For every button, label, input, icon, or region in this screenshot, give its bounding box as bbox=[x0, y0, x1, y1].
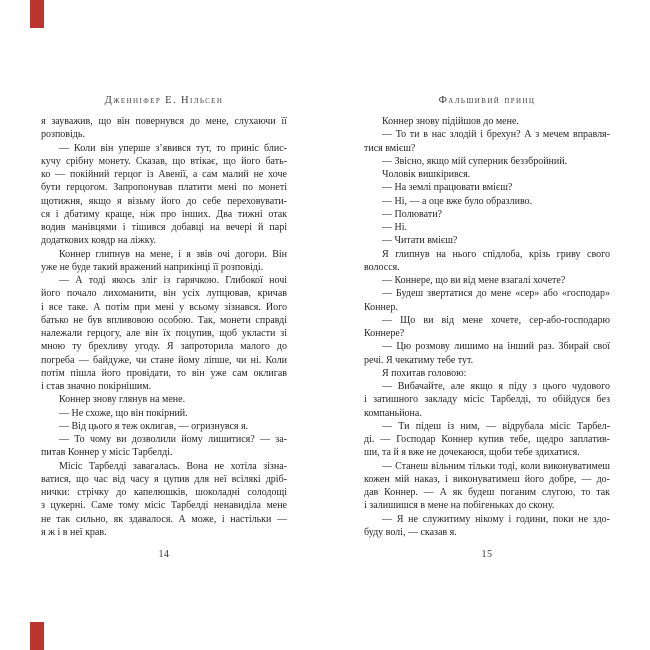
text-line: — Вибачайте, але якщо я піду з цього чудового bbox=[382, 381, 610, 392]
text-line: і затишного закладу місіс Тарбелді, то обійдуся без bbox=[364, 394, 610, 406]
text-line: — Будеш звертатися до мене «сер» або «господар» bbox=[382, 288, 610, 300]
text-line: ко — покійний герцог із Авенії, а сам малий не хоче bbox=[41, 169, 287, 180]
text-line: погреба — байдуже, чи стане йому ліпше, чи ні. Коли bbox=[41, 354, 287, 366]
text-line: ся і дбатиму краще, ніж про інших. Два тижні отак bbox=[41, 208, 287, 220]
text-line: — Полювати? bbox=[382, 208, 442, 220]
text-line: розповідь. bbox=[41, 129, 85, 141]
text-line: кучу срібну монету. Сказав, що втікає, що його бать- bbox=[41, 155, 287, 167]
text-line: волосся. bbox=[364, 261, 400, 273]
red-ribbon-top-mark bbox=[30, 0, 44, 28]
text-line: буду волі, — сказав я. bbox=[364, 526, 457, 538]
text-line: дав Коннер. — А як будеш поганим слугою, то так bbox=[364, 487, 610, 498]
page-number-right: 15 bbox=[481, 549, 493, 560]
text-line: ватися, що час від часу я цупив для неї всілякі дріб- bbox=[41, 473, 287, 485]
text-line: ши, та й я вже не дочекаюся, щоби тебе здихатися. bbox=[364, 447, 580, 459]
text-line: — То ти в нас злодій і брехун? А з мечем вправля- bbox=[382, 129, 610, 141]
text-line: Я похитав головою: bbox=[382, 367, 467, 379]
text-line: Чоловік вишкірився. bbox=[382, 169, 471, 180]
text-line: компаньйона. bbox=[364, 407, 422, 419]
text-line: Коннере? bbox=[364, 328, 405, 339]
text-line: Місіс Тарбелді завагалась. Вона не хотіла зізна- bbox=[59, 460, 287, 472]
text-line: належали герцогу, але він їх поцупив, щоб укласти зі bbox=[41, 328, 287, 339]
text-line: водив манівцями і тішився добавці на вечері й парі bbox=[41, 222, 287, 233]
text-line: і залишишся в мене на побігеньках до скону. bbox=[364, 500, 555, 512]
text-line: потім пішла його провідати, то він уже сам оклигав bbox=[41, 367, 287, 379]
text-line: — То чому ви дозволили йому лишитися? — за- bbox=[59, 434, 287, 445]
text-line: — Коннере, що ви від мене взагалі хочете? bbox=[382, 275, 566, 286]
text-line: я зауважив, що він повернувся до мене, слухаючи її bbox=[41, 116, 287, 127]
text-line: — Коли він уперше з’явився тут, то приніс блис- bbox=[59, 142, 287, 154]
text-line: ді. — Господар Коннер купив тебе, щедро заплатив- bbox=[364, 434, 610, 445]
text-line: — Ти підеш із ним, — відрубала місіс Тарбел- bbox=[382, 420, 610, 432]
text-line: Коннер глипнув на мене, і я звів очі догори. Він bbox=[59, 248, 287, 260]
text-line: — Станеш вільним тільки тоді, коли виконуватимеш bbox=[382, 460, 610, 472]
text-line: Коннер знову глянув на мене. bbox=[59, 394, 186, 406]
text-line: додаткових ковдр на ліжку. bbox=[41, 235, 156, 247]
text-line: Коннер. bbox=[364, 301, 398, 313]
left-page-text bbox=[41, 116, 287, 540]
text-line: питав Коннер у місіс Тарбелді. bbox=[41, 447, 173, 459]
text-line: з цукерні. Саме тому місіс Тарбелді ненавиділа мене bbox=[41, 500, 287, 512]
text-line: і став значно покірнішим. bbox=[41, 381, 152, 392]
text-line: — Ні. bbox=[382, 222, 407, 233]
text-line: батько не був впливовою особою. Так, монети справді bbox=[41, 314, 287, 326]
text-line: — Що ви від мене хочете, сер-або-господарю bbox=[382, 314, 610, 326]
text-line: — Звісно, якщо мій суперник беззбройний. bbox=[382, 155, 568, 167]
text-line: речі. Я чекатиму тебе тут. bbox=[364, 354, 474, 366]
text-line: щотижня, якщо я візьму його до себе переховувати- bbox=[41, 195, 287, 207]
text-line: — Від цього я теж оклигав, — огризнувся я. bbox=[59, 420, 249, 432]
right-page-text bbox=[364, 116, 610, 540]
text-line: тися вмієш? bbox=[364, 142, 416, 154]
text-line: не так сильно, як здавалося. А може, і настільки — bbox=[41, 513, 287, 525]
text-line: кожен мій наказ, і виконуватимеш його добре, — до- bbox=[364, 473, 610, 485]
left-page bbox=[41, 95, 287, 560]
page-number-left: 14 bbox=[158, 549, 170, 560]
text-line: уже не буде такий вражений наприкінці її розповіді. bbox=[41, 261, 264, 273]
text-line: мною ту брехливу угоду. Я запроторила малого до bbox=[41, 341, 287, 353]
text-line: я ж і в неї крав. bbox=[41, 526, 107, 538]
right-page bbox=[364, 95, 610, 560]
text-line: і все таке. А потім при мені у всьому зізнався. Його bbox=[41, 301, 287, 313]
running-head-author: Дженніфер Е. Нільсен bbox=[104, 95, 224, 106]
text-line: його почало лихоманити, він усіх лупцював, кричав bbox=[41, 288, 287, 300]
running-head-title: Фальшивий принц bbox=[438, 95, 536, 106]
text-line: — Цю розмову лишимо на інший раз. Збирай свої bbox=[382, 341, 610, 353]
text-line: Я глипнув на нього спідлоба, крізь гриву свого bbox=[382, 248, 610, 260]
text-line: нички: стрічку до капелюшків, шоколадні солодощі bbox=[41, 487, 287, 498]
text-line: — Ні, — а оце вже було образливо. bbox=[382, 195, 533, 207]
text-line: — Не схоже, що він покірний. bbox=[59, 407, 188, 419]
text-line: — На землі працювати вмієш? bbox=[382, 182, 513, 194]
text-line: — А тоді якось зліг із гарячкою. Глибокої ночі bbox=[59, 275, 287, 286]
text-line: — Читати вмієш? bbox=[382, 235, 458, 247]
text-line: — Я не служитиму нікому і години, поки не здо- bbox=[382, 513, 610, 525]
text-line: Коннер знову підійшов до мене. bbox=[382, 116, 519, 127]
text-line: бути герцогом. Запропонував платити мені по монеті bbox=[41, 182, 287, 194]
red-ribbon-bottom-mark bbox=[30, 622, 44, 650]
